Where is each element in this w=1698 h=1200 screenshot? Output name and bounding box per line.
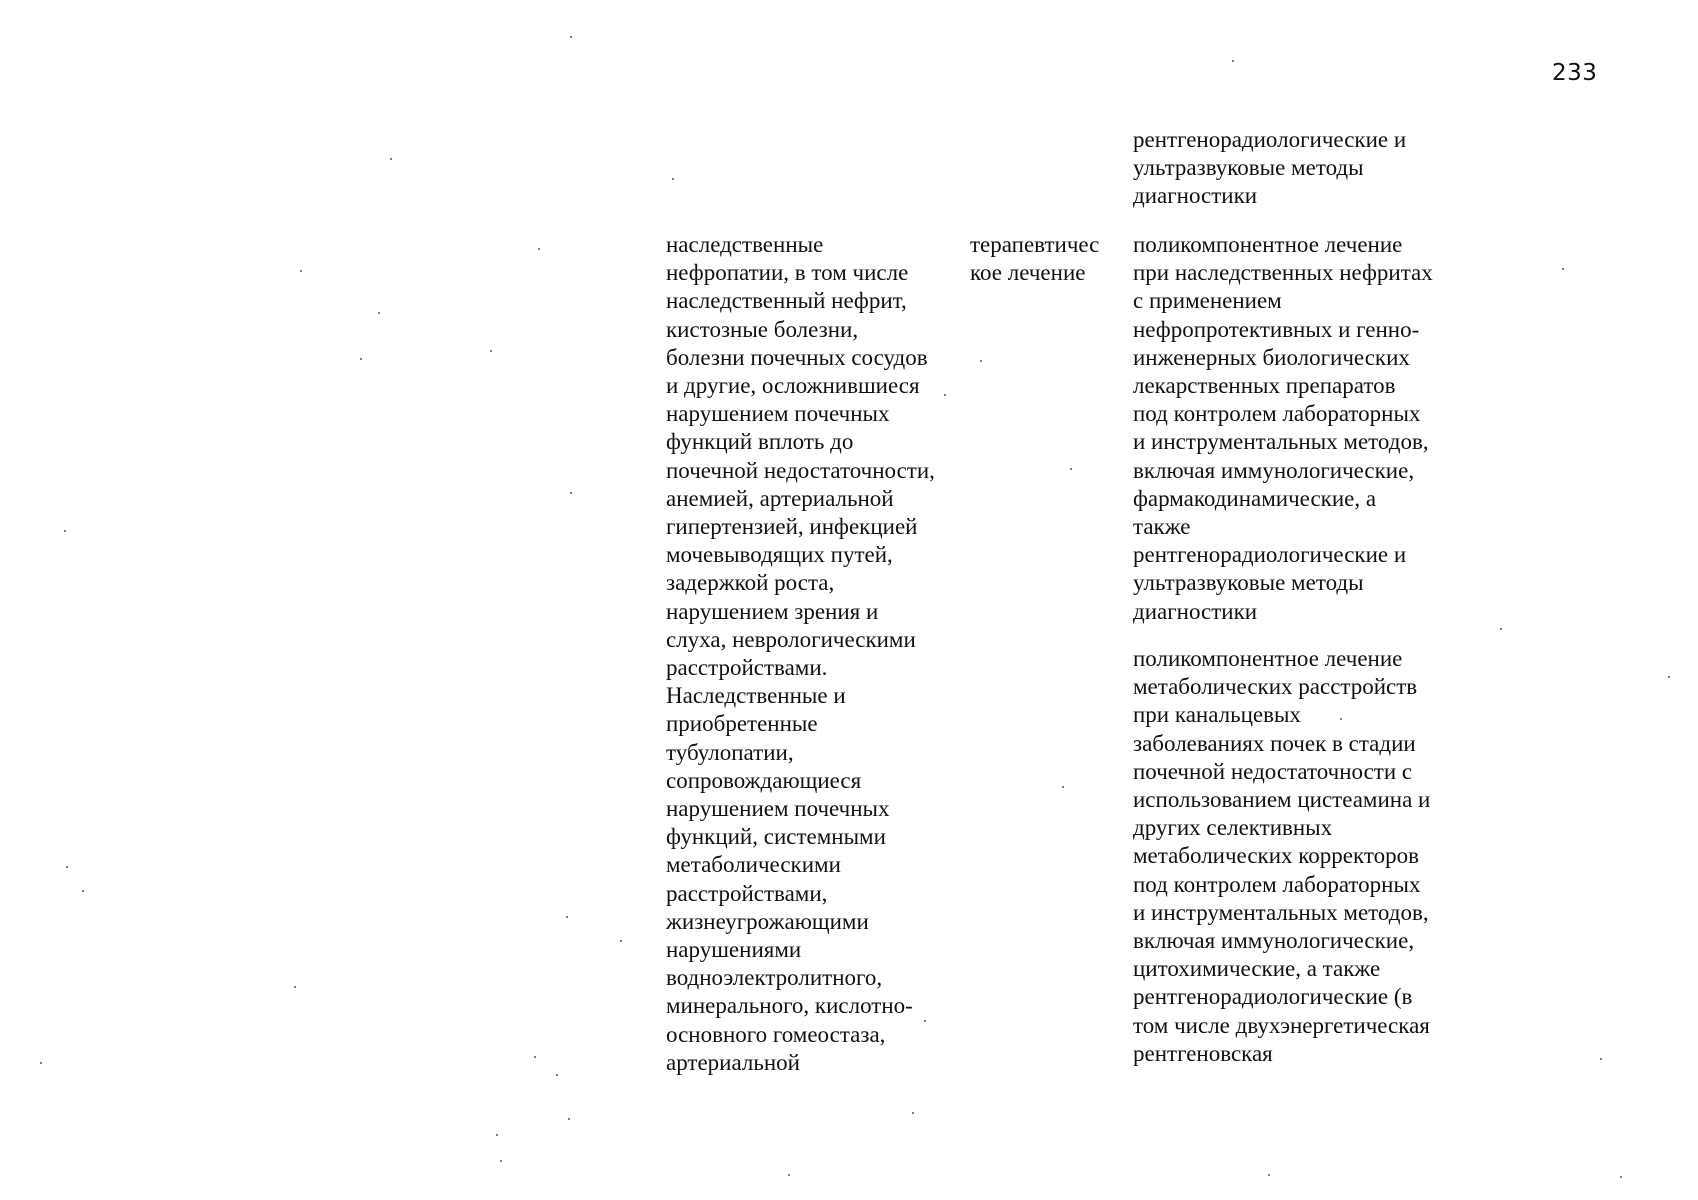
disease-cell: наследственные нефропатии, в том числе наследственный нефрит, кистозные болезни, болезни почечных сосудов и другие, осложнившиеся нарушением почечных функций вплоть до почечной недостаточности, анемией, артериальной гипертензией, инфекцией мочевыводящих путей, задержкой роста, нарушением зрения и слуха, неврологическими расстройствами. Наследственные и приобретенные тубулопатии, сопровождающиеся нарушением почечных функций, системными метаболическими расстройствами, жизнеугрожающими нарушениями водноэлектролитного, минерального, кислотно- основного гомеостаза, артериальной (666, 232, 935, 1075)
page-number: 233 (1552, 60, 1598, 86)
treatment-method-cell-2: поликомпонентное лечение метаболических расстройств при канальцевых заболеваниях почек в стадии почечной недостаточности с использованием цистеамина и других селективных метаболических корректоров под контролем лабораторных и инструментальных методов, включая иммунологические, цитохимические, а также рентгенорадиологические (в том числе двухэнергетическая рентгеновская (1133, 646, 1431, 1066)
table-continued-cell: рентгенорадиологические и ультразвуковые методы диагностики (1133, 127, 1407, 209)
treatment-type-cell: терапевтичес кое лечение (970, 232, 1100, 286)
treatment-method-cell-1: поликомпонентное лечение при наследственных нефритах с применением нефропротективных и генно- инженерных биологических лекарственных препаратов под контролем лабораторных и инструментальных методов, включая иммунологические, фармакодинамические, а также рентгенорадиологические и ультразвуковые методы диагностики (1133, 232, 1433, 624)
